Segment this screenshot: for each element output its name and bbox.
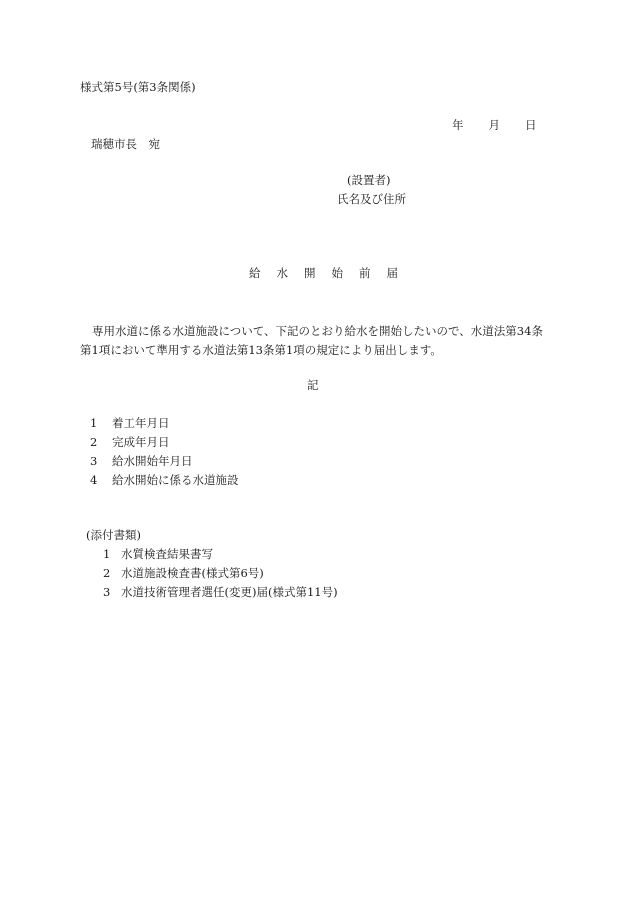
item-number: 2 <box>90 435 98 449</box>
date-day: 日 <box>525 118 537 132</box>
setter-name-address: 氏名及び住所 <box>337 192 406 206</box>
title-char: 水 <box>276 266 288 280</box>
attachment-item <box>103 565 264 581</box>
attachments-heading: (添付書類) <box>86 528 141 542</box>
attachment-number: 2 <box>103 566 111 580</box>
item-number: 1 <box>90 416 98 430</box>
title-char: 開 <box>304 266 316 280</box>
title-char: 前 <box>359 266 371 280</box>
item-label: 完成年月日 <box>112 435 170 449</box>
title-char: 給 <box>249 266 261 280</box>
body-text: 専用水道に係る水道施設について、下記のとおり給水を開始したいので、水道法第34条第1項において準用する水道法第13条第1項の規定により届出します。 <box>80 324 543 357</box>
list-item <box>90 453 193 469</box>
attachment-label: 水道施設検査書(様式第6号) <box>121 566 264 580</box>
item-number: 4 <box>90 473 98 487</box>
ki-heading: 記 <box>307 378 319 392</box>
form-number: 様式第5号(第3条関係) <box>80 80 196 94</box>
attachment-number: 3 <box>103 585 111 599</box>
item-number: 3 <box>90 454 98 468</box>
title-char: 届 <box>386 266 398 280</box>
title-char: 始 <box>331 266 343 280</box>
document-title <box>249 265 414 281</box>
setter-label: (設置者) <box>347 173 391 187</box>
date-year: 年 <box>452 118 464 132</box>
item-label: 給水開始に係る水道施設 <box>112 473 239 487</box>
list-item <box>90 434 170 450</box>
list-item <box>90 472 239 488</box>
item-label: 給水開始年月日 <box>112 454 193 468</box>
attachment-item <box>103 584 338 600</box>
attachment-item <box>103 546 213 562</box>
attachment-number: 1 <box>103 547 111 561</box>
date-line <box>452 117 537 133</box>
attachment-label: 水質検査結果書写 <box>121 547 213 561</box>
list-item <box>90 415 170 431</box>
addressee: 瑞穂市長 宛 <box>91 137 160 151</box>
attachment-label: 水道技術管理者選任(変更)届(様式第11号) <box>121 585 338 599</box>
date-month: 月 <box>488 118 500 132</box>
item-label: 着工年月日 <box>112 416 170 430</box>
